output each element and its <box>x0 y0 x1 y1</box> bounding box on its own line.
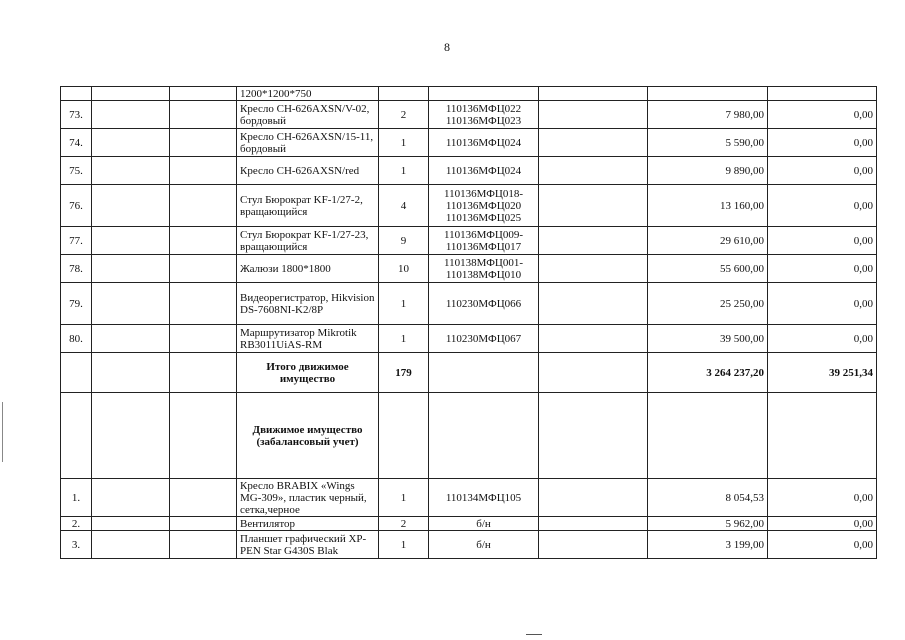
residual-value-cell: 0,00 <box>768 479 877 517</box>
empty-cell <box>170 101 237 129</box>
empty-cell <box>648 87 768 101</box>
row-number-cell: 76. <box>61 185 92 227</box>
item-name-cell: Кресло CH-626AXSN/15-11, бордовый <box>237 129 379 157</box>
table-row <box>61 129 877 157</box>
book-value-cell: 55 600,00 <box>648 255 768 283</box>
empty-cell <box>539 283 648 325</box>
inventory-number: 110138МФЦ010 <box>445 268 522 281</box>
empty-cell <box>61 87 92 101</box>
empty-cell <box>539 157 648 185</box>
book-value-cell: 5 962,00 <box>648 517 768 531</box>
empty-cell <box>170 283 237 325</box>
empty-cell <box>170 255 237 283</box>
page-number: 8 <box>444 40 450 54</box>
empty-cell <box>92 325 170 353</box>
row-number-cell: 75. <box>61 157 92 185</box>
empty-cell <box>61 393 92 479</box>
empty-cell <box>539 129 648 157</box>
quantity-cell: 1 <box>379 325 429 353</box>
empty-cell <box>379 393 429 479</box>
item-name-cell: Стул Бюрократ KF-1/27-2, вращающийся <box>237 185 379 227</box>
empty-cell <box>170 353 237 393</box>
residual-value-cell: 0,00 <box>768 129 877 157</box>
empty-cell <box>539 531 648 559</box>
empty-cell <box>539 479 648 517</box>
empty-cell <box>92 255 170 283</box>
book-value-cell: 13 160,00 <box>648 185 768 227</box>
quantity-cell: 10 <box>379 255 429 283</box>
inventory-number-cell <box>429 101 539 129</box>
table-row <box>61 227 877 255</box>
item-name-cell: Маршрутизатор Mikrotik RB3011UiAS-RM <box>237 325 379 353</box>
total-quantity: 179 <box>379 353 429 393</box>
total-row <box>61 353 877 393</box>
total-book-value: 3 264 237,20 <box>648 353 768 393</box>
empty-cell <box>768 393 877 479</box>
quantity-cell: 1 <box>379 479 429 517</box>
empty-cell <box>92 353 170 393</box>
inventory-number: 110134МФЦ105 <box>445 491 522 504</box>
inventory-number-cell <box>429 325 539 353</box>
book-value-cell: 29 610,00 <box>648 227 768 255</box>
inventory-number: 110136МФЦ024 <box>445 136 522 149</box>
section-header-row <box>61 393 877 479</box>
residual-value-cell: 0,00 <box>768 227 877 255</box>
inventory-number-cell <box>429 479 539 517</box>
table-row <box>61 479 877 517</box>
scan-margin-mark <box>2 402 3 462</box>
empty-cell <box>92 283 170 325</box>
empty-cell <box>768 87 877 101</box>
empty-cell <box>92 101 170 129</box>
table-row <box>61 255 877 283</box>
table-row <box>61 283 877 325</box>
empty-cell <box>648 393 768 479</box>
inventory-number: 110136МФЦ009- <box>443 228 524 241</box>
residual-value-cell: 0,00 <box>768 185 877 227</box>
row-number-cell: 73. <box>61 101 92 129</box>
scan-bottom-mark <box>526 634 542 635</box>
quantity-cell: 1 <box>379 129 429 157</box>
residual-value-cell: 0,00 <box>768 157 877 185</box>
residual-value-cell: 0,00 <box>768 517 877 531</box>
empty-cell <box>92 531 170 559</box>
empty-cell <box>539 101 648 129</box>
item-name-cell: Кресло BRABIX «Wings MG-309», пластик черный, сетка,черное <box>237 479 379 517</box>
inventory-number-cell <box>429 255 539 283</box>
row-number-cell: 2. <box>61 517 92 531</box>
item-name-cell: Вентилятор <box>237 517 379 531</box>
empty-cell <box>539 255 648 283</box>
book-value-cell: 25 250,00 <box>648 283 768 325</box>
empty-cell <box>92 517 170 531</box>
book-value-cell: 9 890,00 <box>648 157 768 185</box>
inventory-number-cell <box>429 531 539 559</box>
book-value-cell: 39 500,00 <box>648 325 768 353</box>
inventory-number: 110136МФЦ018- <box>443 187 524 200</box>
book-value-cell: 8 054,53 <box>648 479 768 517</box>
empty-cell <box>170 479 237 517</box>
inventory-number-cell <box>429 129 539 157</box>
row-number-cell: 1. <box>61 479 92 517</box>
empty-cell <box>429 393 539 479</box>
empty-cell <box>92 157 170 185</box>
table-row <box>61 87 877 101</box>
residual-value-cell: 0,00 <box>768 255 877 283</box>
empty-cell <box>92 393 170 479</box>
inventory-number-cell <box>429 283 539 325</box>
empty-cell <box>92 129 170 157</box>
residual-value-cell: 0,00 <box>768 325 877 353</box>
item-name-cell: Стул Бюрократ KF-1/27-23, вращающийся <box>237 227 379 255</box>
book-value-cell: 3 199,00 <box>648 531 768 559</box>
inventory-number: б/н <box>476 517 491 530</box>
residual-value-cell: 0,00 <box>768 283 877 325</box>
empty-cell <box>92 227 170 255</box>
section-header: Движимое имущество (забалансовый учет) <box>237 393 379 479</box>
table-row <box>61 185 877 227</box>
table-row <box>61 325 877 353</box>
inventory-number: б/н <box>476 538 491 551</box>
inventory-number-cell <box>429 157 539 185</box>
total-label: Итого движимое имущество <box>237 353 379 393</box>
item-name-cell: 1200*1200*750 <box>237 87 379 101</box>
row-number-cell: 77. <box>61 227 92 255</box>
quantity-cell: 2 <box>379 517 429 531</box>
inventory-number-cell <box>429 185 539 227</box>
total-residual-value: 39 251,34 <box>768 353 877 393</box>
property-table <box>60 86 877 559</box>
table-row <box>61 531 877 559</box>
empty-cell <box>379 87 429 101</box>
residual-value-cell: 0,00 <box>768 531 877 559</box>
row-number-cell: 80. <box>61 325 92 353</box>
row-number-cell: 79. <box>61 283 92 325</box>
row-number-cell: 3. <box>61 531 92 559</box>
inventory-number: 110230МФЦ067 <box>445 332 522 345</box>
empty-cell <box>170 517 237 531</box>
empty-cell <box>539 353 648 393</box>
item-name-cell: Планшет графический XP-PEN Star G430S Blak <box>237 531 379 559</box>
inventory-number: 110136МФЦ020 <box>445 199 522 212</box>
quantity-cell: 2 <box>379 101 429 129</box>
empty-cell <box>170 129 237 157</box>
quantity-cell: 9 <box>379 227 429 255</box>
table-row <box>61 517 877 531</box>
inventory-number: 110136МФЦ017 <box>445 240 522 253</box>
empty-cell <box>170 227 237 255</box>
inventory-number-cell <box>429 517 539 531</box>
empty-cell <box>539 517 648 531</box>
empty-cell <box>429 87 539 101</box>
empty-cell <box>170 531 237 559</box>
inventory-number: 110136МФЦ025 <box>445 211 522 224</box>
item-name-cell: Кресло CH-626AXSN/V-02, бордовый <box>237 101 379 129</box>
empty-cell <box>170 87 237 101</box>
inventory-number: 110136МФЦ022 <box>445 102 522 115</box>
quantity-cell: 4 <box>379 185 429 227</box>
inventory-number: 110136МФЦ024 <box>445 164 522 177</box>
empty-cell <box>539 185 648 227</box>
item-name-cell: Жалюзи 1800*1800 <box>237 255 379 283</box>
empty-cell <box>429 353 539 393</box>
empty-cell <box>539 227 648 255</box>
quantity-cell: 1 <box>379 531 429 559</box>
empty-cell <box>92 87 170 101</box>
table-row <box>61 157 877 185</box>
table-row <box>61 101 877 129</box>
residual-value-cell: 0,00 <box>768 101 877 129</box>
inventory-number-cell <box>429 227 539 255</box>
empty-cell <box>170 393 237 479</box>
empty-cell <box>92 185 170 227</box>
book-value-cell: 5 590,00 <box>648 129 768 157</box>
empty-cell <box>170 325 237 353</box>
item-name-cell: Кресло CH-626AXSN/red <box>237 157 379 185</box>
book-value-cell: 7 980,00 <box>648 101 768 129</box>
empty-cell <box>170 185 237 227</box>
empty-cell <box>170 157 237 185</box>
row-number-cell: 74. <box>61 129 92 157</box>
empty-cell <box>539 87 648 101</box>
empty-cell <box>61 353 92 393</box>
inventory-number: 110138МФЦ001- <box>443 256 524 269</box>
inventory-number: 110230МФЦ066 <box>445 297 522 310</box>
empty-cell <box>539 393 648 479</box>
item-name-cell: Видеорегистратор, Hikvision DS-7608NI-K2/8P <box>237 283 379 325</box>
empty-cell <box>539 325 648 353</box>
quantity-cell: 1 <box>379 157 429 185</box>
inventory-number: 110136МФЦ023 <box>445 114 522 127</box>
quantity-cell: 1 <box>379 283 429 325</box>
empty-cell <box>92 479 170 517</box>
row-number-cell: 78. <box>61 255 92 283</box>
